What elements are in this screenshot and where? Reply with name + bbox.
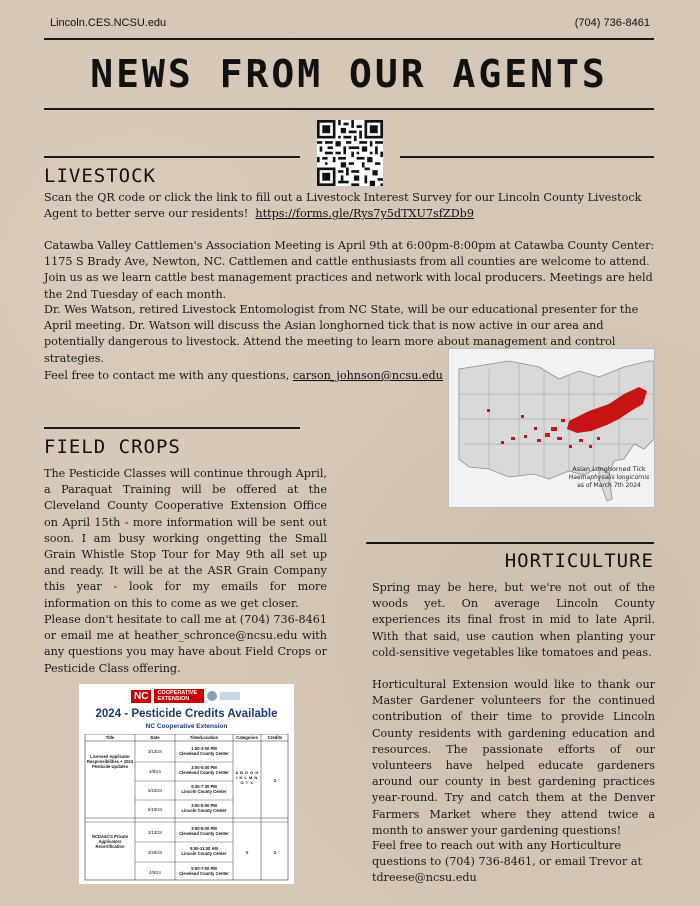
g1-date-3: 6/18/24: [148, 807, 162, 812]
header-credits: Credits: [267, 735, 283, 740]
livestock-paragraph-1: [44, 190, 656, 222]
group1-categories: A B D G H I K L M N O T X: [235, 770, 259, 785]
livestock-contact-text: Feel free to contact me with any questions,: [44, 369, 290, 382]
g2-loc-0: Cleveland County Center: [179, 831, 229, 836]
phone-text: (704) 736-8461: [574, 17, 650, 29]
title-rule: [44, 108, 654, 110]
g1-loc-1: Cleveland County Center: [179, 770, 229, 775]
livestock-paragraph-3: Dr. Wes Watson, retired Livestock Entomologist from NC State, will be our educational presenter for the April meeting. Dr. Watson will discuss the Asian longhorned tick that is now active in our area and potentially dangerous to livestock. Attend the meeting to learn more about management and control strategies.: [44, 303, 639, 365]
horticulture-rule: [366, 542, 654, 544]
g1-loc-2: Lincoln County Center: [181, 789, 227, 794]
horticulture-paragraph-1: Spring may be here, but we're not out of the woods yet. On average Lincoln County experiences its final frost in mid to late April. With that said, use caution when planting your cold-sensitive vegetables like tomatoes and peas.: [372, 581, 655, 659]
group2-title: NCDA&CS Private Applicators Recertification: [91, 834, 129, 850]
tick-distribution-map: [448, 348, 655, 508]
credits-title: 2024 - Pesticide Credits Available: [95, 708, 278, 720]
g1-loc-3: Lincoln County Center: [181, 808, 227, 813]
header-title: Title: [105, 735, 115, 740]
g2-date-1: 3/26/24: [148, 850, 162, 855]
nc-logo-text: NC: [131, 690, 151, 703]
nc-extension-logo: [131, 689, 240, 703]
group1-title: Licensed Applicator Responsibilities + 2024 Pesticide Updates: [86, 754, 134, 770]
page-title: NEWS FROM OUR AGENTS: [90, 52, 608, 96]
group2-rows: [148, 826, 229, 876]
g2-time-0: 3:00-5:00 PM: [191, 826, 217, 831]
header-date: Date: [150, 735, 160, 740]
group1-rows: [148, 746, 229, 813]
g1-time-0: 1:00-3:00 PM: [191, 746, 217, 751]
field-crops-heading: FIELD CROPS: [44, 436, 181, 458]
livestock-paragraph-2: Catawba Valley Cattlemen's Association Meeting is April 9th at 6:00pm-8:00pm at Catawba County Center: 1175 S Brady Ave, Newton, NC. Cattlemen and cattle enthusiasts from all counties are welcome to attend. Join us as we learn cattle best management practices and network with local producers. Meetings are held the 2nd Tuesday of each month.: [44, 239, 655, 301]
map-caption-1: Asian Longhorned Tick: [572, 465, 646, 473]
us-map-image: [449, 349, 654, 507]
field-crops-paragraph-2: Please don't hesitate to call me at (704) 736-8461 or email me at heather_schronce@ncsu.edu with any questions you may have about Field Crops or Pesticide Class offering.: [44, 613, 327, 675]
top-rule: [44, 38, 654, 40]
group2-credits: 2: [273, 850, 277, 855]
credits-subtitle: NC Cooperative Extension: [145, 723, 228, 730]
g1-date-1: 4/9/24: [149, 769, 161, 774]
g2-date-0: 3/13/24: [148, 830, 162, 835]
group1-credits: 2: [273, 778, 277, 783]
g1-date-2: 5/23/24: [148, 788, 162, 793]
extension-logo-text: COOPERATIVE EXTENSION: [154, 689, 204, 703]
g2-time-1: 9:00-11:00 AM: [190, 846, 218, 851]
horticulture-paragraph-3: Feel free to reach out with any Horticulture questions to (704) 736-8461, or email Trevor at tdreese@ncsu.edu: [372, 839, 642, 885]
g1-time-1: 3:00-5:00 PM: [191, 765, 217, 770]
field-crops-rule: [44, 427, 300, 429]
field-crops-paragraph-1: The Pesticide Classes will continue through April, a Paraquat Training will be offered at the Cleveland County Cooperative Extension Office on April 15th - more information will be sent out soon. I am busy working ongetting the Small Grain Whistle Stop Tour for May 9th all set up and ready. It will be at the ASR Grain Company this year - look for my emails for more information on this to come as we get closer.: [44, 467, 327, 610]
partner-logo-2-icon: [220, 692, 240, 700]
credits-grid: [79, 734, 294, 884]
livestock-email-link[interactable]: carson_johnson@ncsu.edu: [292, 369, 443, 382]
partner-logo-icon: [207, 691, 217, 701]
group2-categories: V: [245, 850, 249, 855]
map-caption-3: as of March 7th 2024: [577, 482, 641, 489]
qr-code-icon[interactable]: [317, 120, 383, 186]
g1-loc-0: Cleveland County Center: [179, 751, 229, 756]
g1-time-3: 3:00-5:00 PM: [191, 803, 217, 808]
header-time: Time/Location: [189, 735, 219, 740]
g1-date-0: 3/13/24: [148, 749, 162, 754]
livestock-survey-link[interactable]: https://forms.gle/Rys7y5dTXU7sfZDb9: [255, 207, 474, 221]
g2-time-2: 5:00-7:00 PM: [191, 866, 217, 871]
g2-loc-2: Cleveland County Center: [179, 871, 229, 876]
horticulture-paragraph-2: Horticultural Extension would like to thank our Master Gardener volunteers for the continued contribution of their time to provide Lincoln County residents with gardening education and resources. The passionate efforts of our volunteers have helped educate gardeners around our county in best gardening practices year-round. Try and catch them at the Denver Farmers Market where they attend twice a month to answer your gardening questions!: [372, 678, 655, 837]
website-text: Lincoln.CES.NCSU.edu: [50, 17, 167, 29]
map-caption-2: Haemaphysalis longicornis: [568, 474, 650, 481]
g1-time-2: 5:30-7:30 PM: [191, 784, 217, 789]
g2-loc-1: Lincoln County Center: [181, 851, 227, 856]
livestock-heading: LIVESTOCK: [44, 165, 156, 187]
livestock-rule-left: [44, 156, 300, 158]
livestock-survey-text: Scan the QR code or click the link to fill out a Livestock Interest Survey for our Lincoln County Livestock Agent to better serve our residents!: [44, 191, 642, 221]
livestock-rule-right: [400, 156, 654, 158]
pesticide-credits-table: [79, 684, 294, 884]
g2-date-2: 4/9/24: [149, 870, 161, 875]
header-categories: Categories: [236, 735, 258, 740]
horticulture-heading: HORTICULTURE: [504, 550, 654, 572]
livestock-contact: [44, 368, 444, 384]
